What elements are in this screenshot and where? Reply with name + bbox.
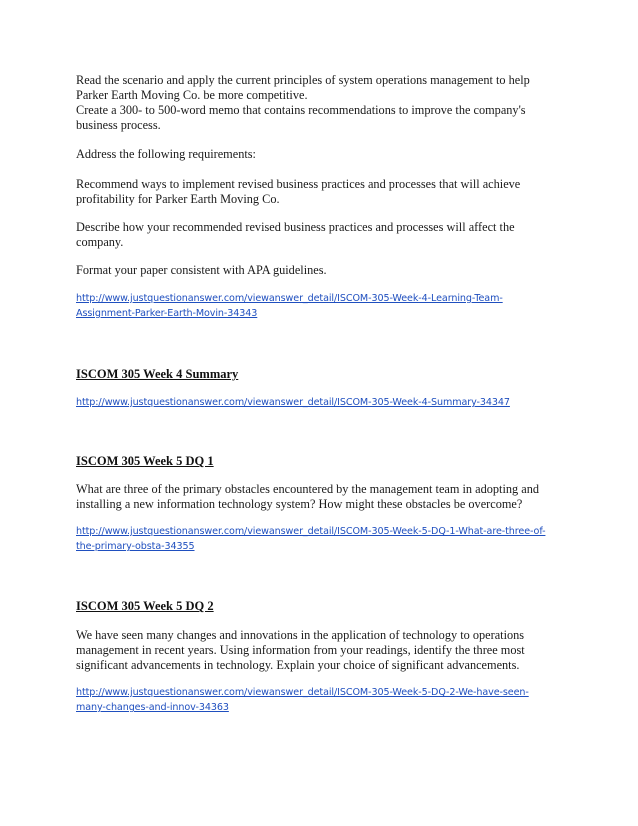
requirements-heading: Address the following requirements:: [76, 147, 256, 161]
week5-dq2-line-1: We have seen many changes and innovations in the application of technology to operations: [76, 628, 525, 642]
week5-dq2-heading: ISCOM 305 Week 5 DQ 2: [76, 599, 214, 613]
week5-dq1-link-line-1[interactable]: http://www.justquestionanswer.com/viewanswer_detail/ISCOM-305-Week-5-DQ-1-What-are-three-of-: [76, 526, 546, 537]
assignment-link-line-2[interactable]: Assignment-Parker-Earth-Movin-34343: [76, 308, 258, 319]
intro-line-1: Read the scenario and apply the current principles of system operations management to help: [76, 73, 530, 87]
week5-dq2-line-3: significant advancements in technology. Explain your choice of significant advancements.: [76, 658, 520, 672]
week4-summary-link[interactable]: http://www.justquestionanswer.com/viewanswer_detail/ISCOM-305-Week-4-Summary-34347: [76, 397, 510, 408]
week5-dq1-line-1: What are three of the primary obstacles encountered by the management team in adopting and: [76, 482, 540, 496]
assignment-link-line-1[interactable]: http://www.justquestionanswer.com/viewanswer_detail/ISCOM-305-Week-4-Learning-Team-: [76, 293, 503, 304]
week5-dq2-link-line-1[interactable]: http://www.justquestionanswer.com/viewanswer_detail/ISCOM-305-Week-5-DQ-2-We-have-seen-: [76, 687, 529, 698]
week5-dq2-link-line-2[interactable]: many-changes-and-innov-34363: [76, 702, 229, 713]
intro-line-4: business process.: [76, 118, 161, 132]
week4-summary-heading: ISCOM 305 Week 4 Summary: [76, 367, 239, 381]
requirement-2-line-1: Describe how your recommended revised business practices and processes will affect the: [76, 220, 515, 234]
week5-dq1-link-line-2[interactable]: the-primary-obsta-34355: [76, 541, 195, 552]
intro-line-2: Parker Earth Moving Co. be more competitive.: [76, 88, 308, 102]
requirement-1-line-1: Recommend ways to implement revised business practices and processes that will achieve: [76, 177, 521, 191]
format-note: Format your paper consistent with APA guidelines.: [76, 263, 327, 277]
week5-dq1-line-2: installing a new information technology system? How might these obstacles be overcome?: [76, 497, 523, 511]
requirement-1-line-2: profitability for Parker Earth Moving Co.: [76, 192, 280, 206]
intro-line-3: Create a 300- to 500-word memo that contains recommendations to improve the company's: [76, 103, 526, 117]
week5-dq1-heading: ISCOM 305 Week 5 DQ 1: [76, 454, 214, 468]
requirement-2-line-2: company.: [76, 235, 124, 249]
week5-dq2-line-2: management in recent years. Using information from your readings, identify the three most: [76, 643, 525, 657]
